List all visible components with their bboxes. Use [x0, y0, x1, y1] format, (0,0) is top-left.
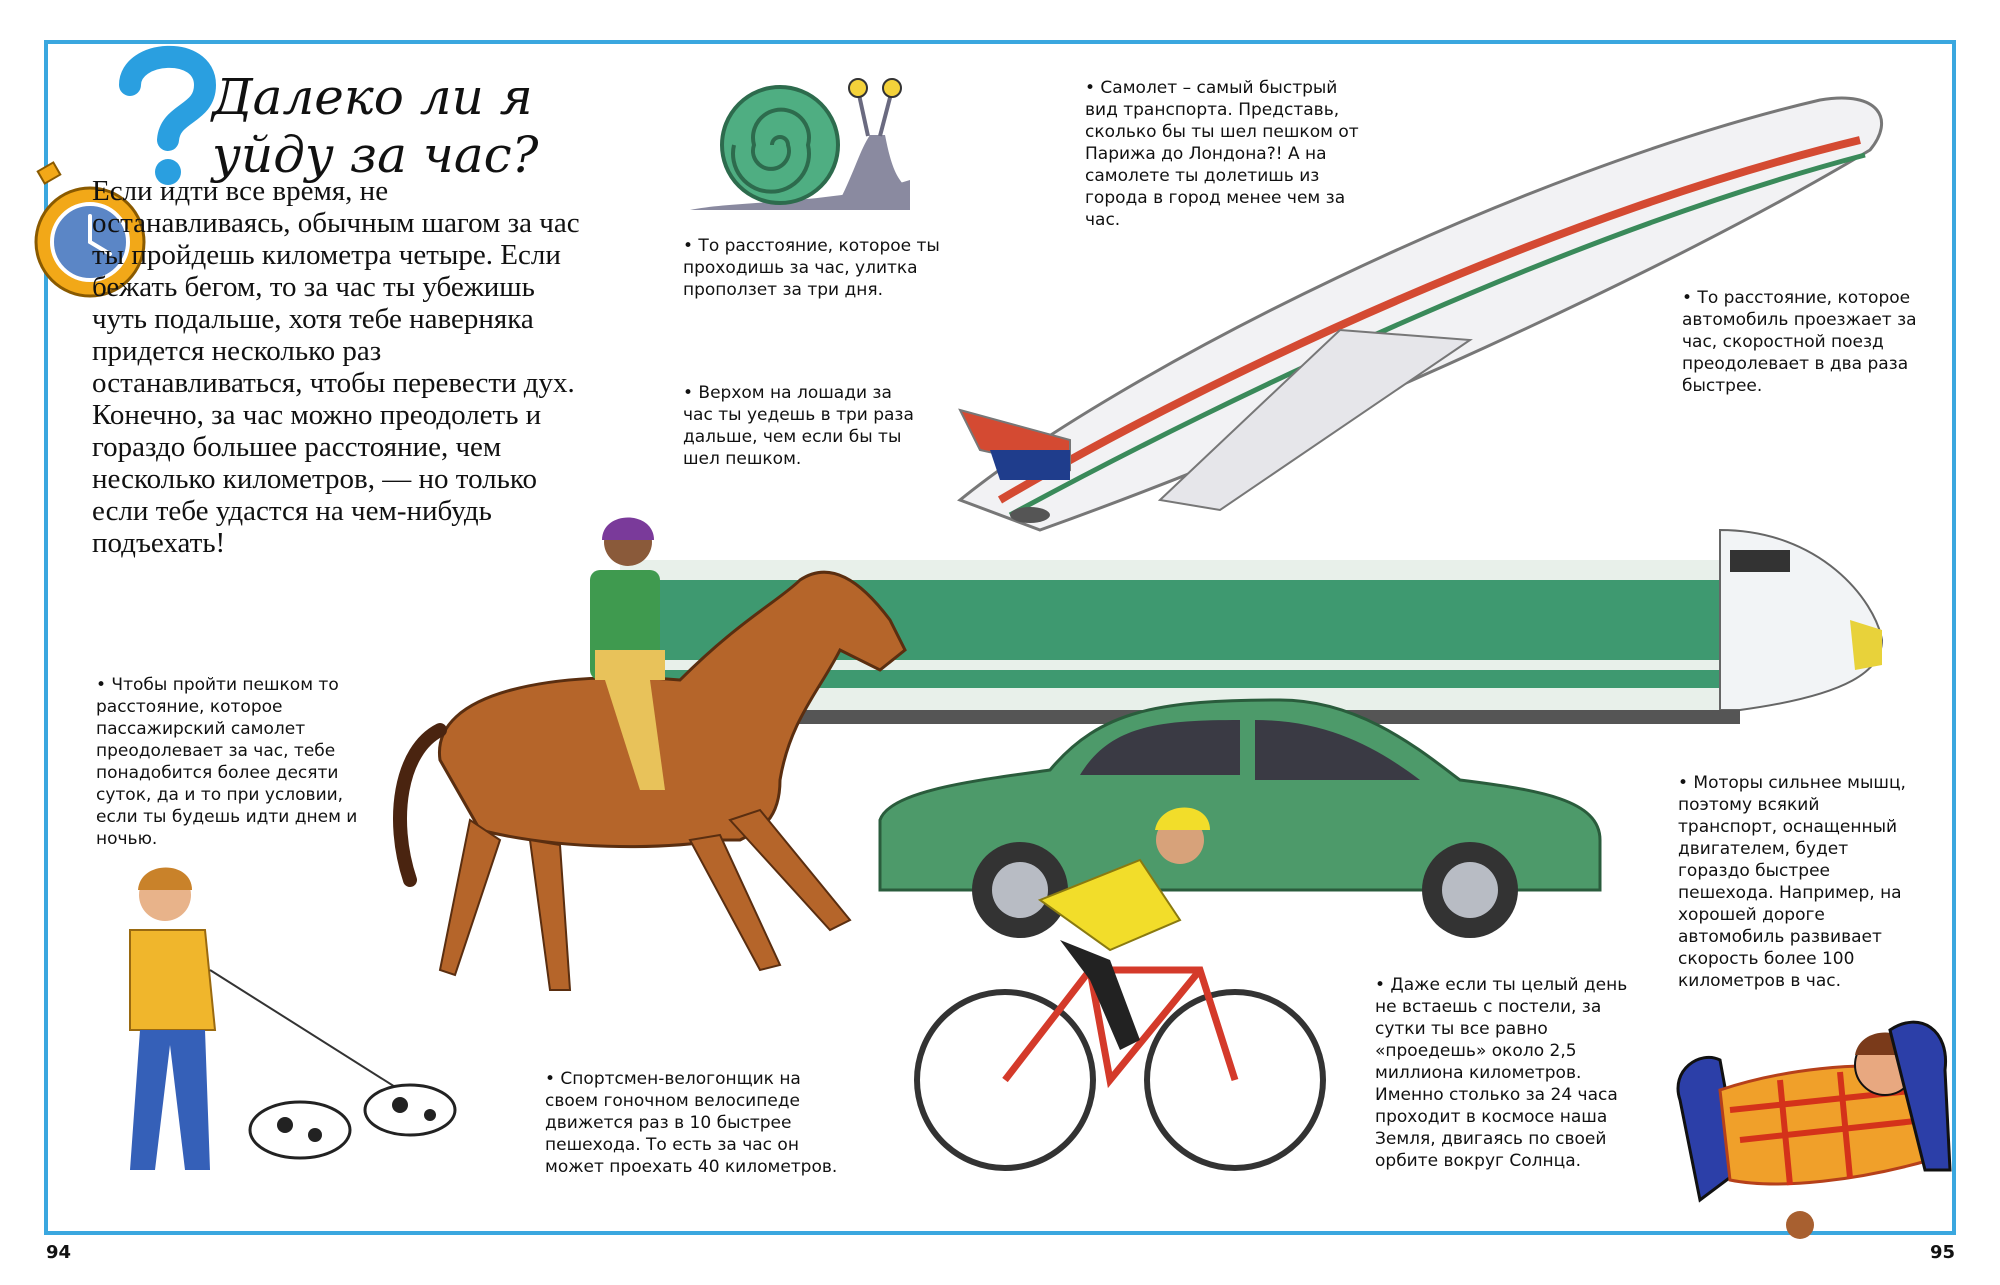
caption-train: • То расстояние, которое автомобиль проезжает за час, скоростной поезд преодолевает в два раза быстрее. — [1682, 288, 1917, 396]
caption-snail: • То расстояние, которое ты проходишь за час, улитка проползет за три дня. — [683, 236, 940, 300]
caption-motors: • Моторы сильнее мышц, поэтому всякий транспорт, оснащенный двигателем, будет гораздо быстрее пешехода. Например, на хорошей дороге автомобиль развивает скорость более 100 километров в час. — [1678, 773, 1906, 991]
walking-boy-illustration — [70, 860, 490, 1190]
caption-plane: • Самолет – самый быстрый вид транспорта. Представь, сколько бы ты шел пешком от Парижа до Лондона?! А на самолете ты долетишь из города в город менее чем за час. — [1085, 78, 1359, 230]
caption-horse: • Верхом на лошади за час ты уедешь в три раза дальше, чем если бы ты шел пешком. — [683, 383, 914, 469]
page-number-right: 95 — [1930, 1242, 1956, 1263]
intro-text: Если идти все время, не останавливаясь, обычным шагом за час ты пройдешь километра четыре. Если бежать бегом, то за час ты убежишь чуть подальше, хотя тебе наверняка придется несколько раз останавливаться, чтобы перевести дух. Конечно, за час можно преодолеть и гораздо большее расстояние, чем несколько километров, — но только если тебе удастся на чем-нибудь подъехать! — [92, 175, 580, 559]
cyclist-illustration — [910, 780, 1330, 1180]
caption-cyclist: • Спортсмен-велогонщик на своем гоночном велосипеде движется раз в 10 быстрее пешехода. То есть за час он может проехать 40 километров. — [545, 1069, 838, 1177]
caption-earth: • Даже если ты целый день не встаешь с постели, за сутки ты все равно «проедешь» около 2,5 миллиона километров. Именно столько за 24 часа проходит в космосе наша Земля, двигаясь по своей орбите вокруг Солнца. — [1375, 975, 1628, 1171]
caption-walker: • Чтобы пройти пешком то расстояние, которое пассажирский самолет преодолевает за час, тебе понадобится более десяти суток, да и то при условии, если ты будешь идти днем и ночью. — [96, 675, 358, 849]
page-number-left: 94 — [46, 1242, 72, 1263]
sleeping-child-illustration — [1660, 1010, 1960, 1250]
snail-illustration — [680, 50, 920, 220]
page-title: Далеко ли я уйду за час? — [212, 68, 539, 184]
